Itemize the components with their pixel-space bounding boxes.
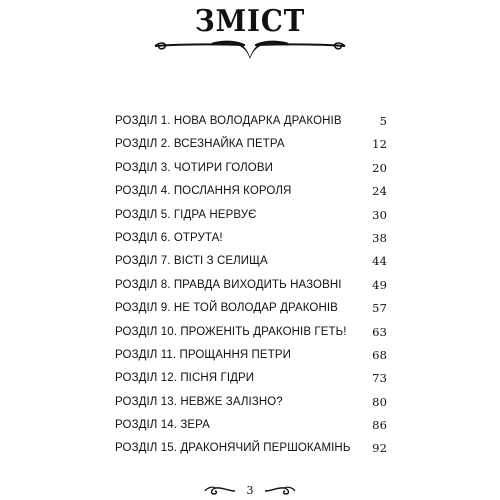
toc-entry (115, 180, 387, 203)
toc-entry-title: РОЗДІЛ 5. ГІДРА НЕРВУЄ (115, 208, 257, 221)
toc-entry-title: РОЗДІЛ 6. ОТРУТА! (115, 231, 223, 244)
flourish-right-icon (264, 485, 296, 497)
toc-entry (115, 321, 387, 344)
toc-entry-title: РОЗДІЛ 3. ЧОТИРИ ГОЛОВИ (115, 161, 273, 174)
toc-entry-page-number: 80 (372, 394, 387, 409)
toc-entry-page-number: 63 (372, 324, 387, 339)
table-of-contents (115, 110, 387, 461)
toc-entry-page-number: 73 (372, 371, 387, 386)
toc-entry-page-number: 12 (372, 137, 387, 152)
toc-entry-title: РОЗДІЛ 1. НОВА ВОЛОДАРКА ДРАКОНІВ (115, 115, 342, 127)
toc-entry-page-number: 30 (372, 207, 387, 222)
toc-entry-title: РОЗДІЛ 12. ПІСНЯ ГІДРИ (115, 372, 255, 385)
toc-entry-page-number: 24 (372, 184, 387, 199)
toc-entry-title: РОЗДІЛ 2. ВСЕЗНАЙКА ПЕТРА (115, 138, 285, 151)
toc-entry (115, 297, 387, 320)
toc-entry (115, 437, 387, 460)
toc-entry-page-number: 86 (372, 418, 387, 433)
toc-entry (115, 250, 387, 273)
scroll-divider-icon (153, 37, 347, 61)
toc-entry (115, 110, 387, 133)
page-title: ЗМІСТ (194, 4, 306, 39)
toc-entry (115, 204, 387, 227)
toc-entry-page-number: 44 (372, 254, 387, 269)
toc-entry (115, 344, 387, 367)
toc-entry (115, 414, 387, 437)
toc-entry-page-number: 20 (372, 160, 387, 175)
toc-entry-title: РОЗДІЛ 8. ПРАВДА ВИХОДИТЬ НАЗОВНІ (115, 278, 342, 291)
toc-entry (115, 367, 387, 390)
toc-entry-page-number: 38 (372, 230, 387, 245)
toc-entry-title: РОЗДІЛ 14. ЗЕРА (115, 419, 210, 432)
toc-entry-page-number: 68 (372, 347, 387, 362)
toc-entry-title: РОЗДІЛ 7. ВІСТІ З СЕЛИЩА (115, 255, 268, 268)
toc-entry-page-number: 49 (372, 277, 387, 292)
toc-entry (115, 133, 387, 156)
toc-entry-page-number: 57 (372, 301, 387, 316)
toc-entry-page-number: 92 (372, 441, 387, 456)
toc-entry (115, 227, 387, 250)
page-footer (200, 484, 300, 500)
toc-entry-title: РОЗДІЛ 11. ПРОЩАННЯ ПЕТРИ (115, 348, 291, 361)
toc-entry (115, 274, 387, 297)
page-number: 3 (246, 484, 254, 497)
toc-entry-title: РОЗДІЛ 15. ДРАКОНЯЧИЙ ПЕРШОКАМІНЬ (115, 442, 351, 455)
toc-entry-title: РОЗДІЛ 4. ПОСЛАННЯ КОРОЛЯ (115, 185, 292, 198)
toc-entry (115, 391, 387, 414)
toc-entry-title: РОЗДІЛ 13. НЕВЖЕ ЗАЛІЗНО? (115, 395, 283, 408)
toc-entry (115, 157, 387, 180)
toc-entry-page-number: 5 (379, 114, 387, 128)
toc-entry-title: РОЗДІЛ 9. НЕ ТОЙ ВОЛОДАР ДРАКОНІВ (115, 302, 338, 315)
toc-entry-title: РОЗДІЛ 10. ПРОЖЕНІТЬ ДРАКОНІВ ГЕТЬ! (115, 325, 347, 338)
